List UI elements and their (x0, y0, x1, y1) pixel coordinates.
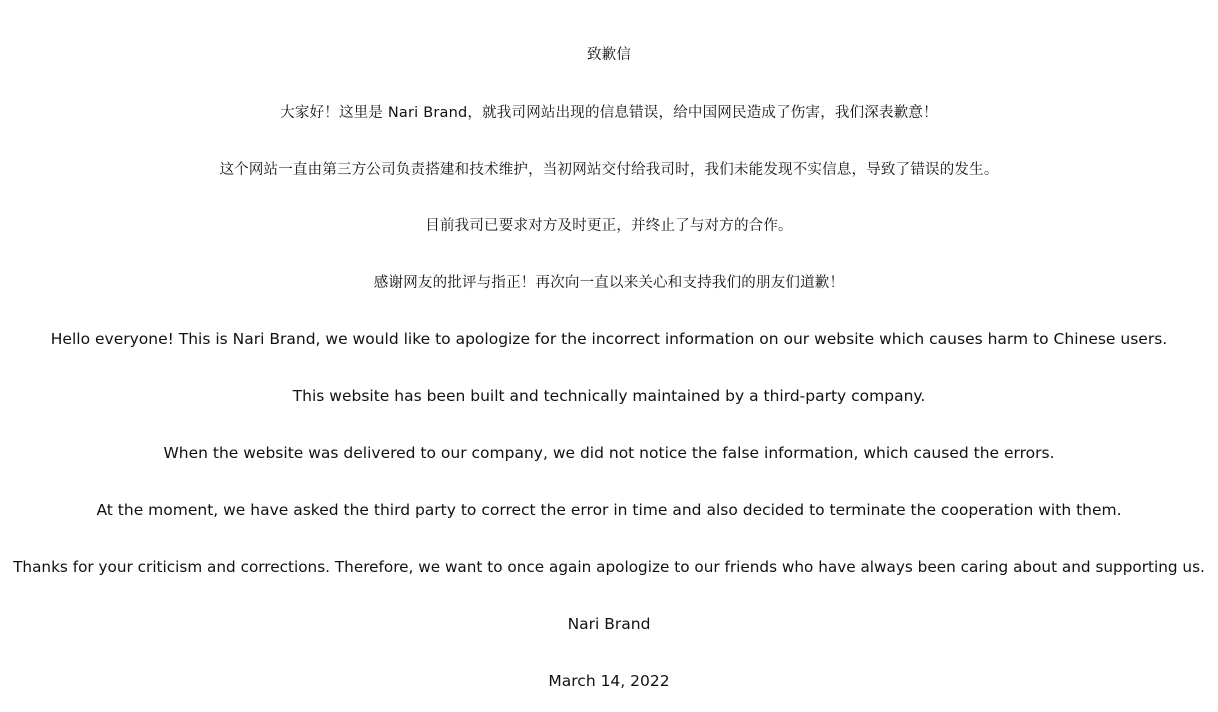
en-paragraph-2: This website has been built and technically maintained by a third-party company. (292, 387, 926, 405)
zh-paragraph-3: 目前我司已要求对方及时更正，并终止了与对方的合作。 (425, 218, 793, 234)
en-paragraph-4: At the moment, we have asked the third party to correct the error in time and also decided to terminate the cooperation with them. (96, 501, 1122, 519)
zh-paragraph-4: 感谢网友的批评与指正！再次向一直以来关心和支持我们的朋友们道歉！ (373, 275, 845, 291)
letter-date: March 14, 2022 (548, 672, 670, 690)
zh-paragraph-2: 这个网站一直由第三方公司负责搭建和技术维护，当初网站交付给我司时，我们未能发现不实信息，导致了错误的发生。 (219, 162, 999, 178)
en-paragraph-5: Thanks for your criticism and corrections. Therefore, we want to once again apologize to our friends who have always been caring about and supporting us. (13, 558, 1205, 576)
zh-paragraph-1: 大家好！这里是 Nari Brand，就我司网站出现的信息错误，给中国网民造成了伤害，我们深表歉意！ (280, 105, 938, 121)
signature: Nari Brand (567, 615, 651, 633)
en-paragraph-3: When the website was delivered to our company, we did not notice the false information, which caused the errors. (163, 444, 1055, 462)
en-paragraph-1: Hello everyone! This is Nari Brand, we would like to apologize for the incorrect information on our website which causes harm to Chinese users. (50, 330, 1168, 348)
letter-title: 致歉信 (586, 47, 632, 63)
